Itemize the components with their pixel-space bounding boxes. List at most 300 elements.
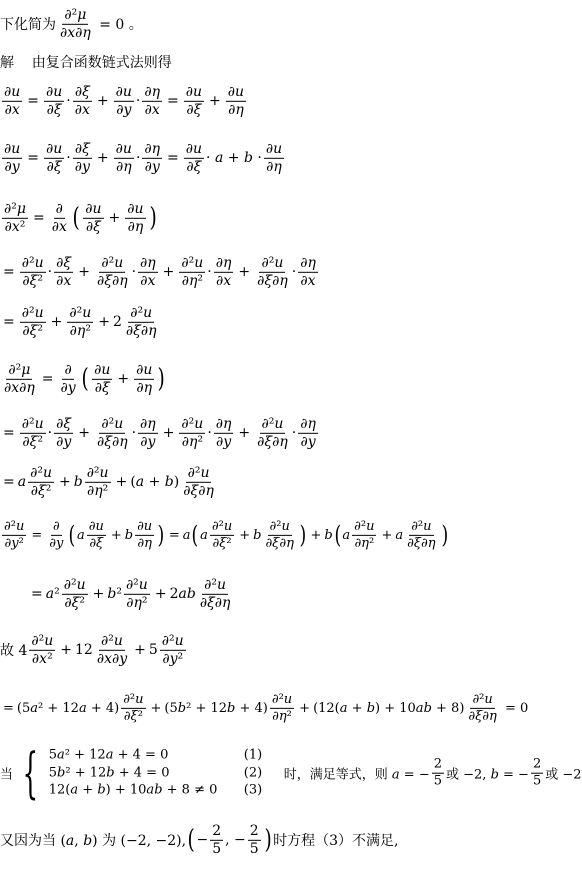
fraction — [248, 824, 261, 856]
fraction-numerator: ∂²u — [181, 254, 204, 271]
math-text: 又因为当 (a, b) 为 (−2, −2), — [0, 833, 187, 849]
fraction-numerator: ∂η — [300, 254, 316, 271]
fraction-numerator: ∂²u — [30, 464, 52, 481]
fraction — [59, 363, 78, 395]
fraction — [405, 520, 437, 550]
math-text: b² — [107, 586, 122, 602]
math-operator: = — [3, 700, 14, 716]
fraction — [125, 202, 145, 234]
fraction — [28, 466, 54, 498]
fraction-denominator: ∂y — [60, 379, 76, 396]
math-operator: + — [162, 425, 175, 441]
math-text: 或 −2, b = − — [446, 767, 529, 783]
fraction-denominator: ∂y² — [162, 650, 184, 667]
fraction — [54, 417, 73, 449]
fraction-denominator: ∂η — [137, 535, 152, 551]
fraction — [263, 520, 295, 550]
fraction-numerator: ∂²u — [69, 304, 92, 321]
math-text: · — [135, 93, 141, 109]
fraction-denominator: ∂x — [144, 101, 160, 118]
fraction-numerator: ∂u — [46, 140, 63, 157]
math-operator: = — [27, 93, 40, 109]
fraction-denominator: ∂x — [4, 101, 20, 118]
fraction-denominator: ∂x∂η — [60, 24, 91, 41]
fraction-denominator: ∂η — [228, 101, 244, 118]
fraction — [114, 85, 134, 117]
fraction-denominator: ∂ξ∂η — [468, 708, 497, 724]
math-text: a — [182, 527, 191, 543]
math-operator: = — [41, 371, 54, 387]
fraction-denominator: ∂η² — [354, 535, 375, 551]
math-text: = 0 — [500, 700, 529, 716]
math-text: · — [135, 150, 141, 166]
fraction — [210, 824, 223, 856]
fraction-denominator: ∂η² — [69, 322, 91, 339]
fraction — [255, 417, 290, 449]
math-text: b — [73, 474, 83, 490]
fraction-denominator: ∂η² — [181, 272, 203, 289]
math-operator: = — [32, 210, 45, 226]
fraction — [179, 256, 205, 288]
right-paren: ) — [441, 519, 448, 549]
math-text: − — [196, 832, 209, 848]
fraction-numerator: ∂ — [55, 200, 63, 217]
fraction-denominator: ∂y — [74, 158, 90, 175]
fraction-denominator: ∂η² — [272, 708, 292, 724]
fraction — [2, 142, 22, 174]
fraction — [432, 758, 444, 788]
math-operator: + — [78, 425, 90, 441]
fraction-numerator: ∂²u — [4, 518, 25, 534]
equation-tag: (2) — [243, 765, 263, 781]
fraction-denominator: ∂y — [49, 535, 64, 551]
fraction-numerator: ∂η — [300, 415, 316, 432]
fraction — [20, 306, 46, 338]
fraction-numerator: ∂²u — [261, 254, 284, 271]
fraction-numerator: ∂u — [185, 140, 203, 157]
math-text: a — [200, 527, 208, 543]
fraction-denominator: ∂ξ∂η — [257, 433, 288, 450]
fraction-denominator: ∂η² — [181, 433, 203, 450]
fraction — [184, 85, 204, 117]
fraction-numerator: ∂u — [136, 361, 153, 378]
fraction-numerator: ∂η — [144, 140, 161, 157]
fraction — [2, 202, 28, 234]
fraction-denominator: ∂ξ∂η — [265, 535, 294, 551]
fraction-numerator: ∂u — [137, 518, 153, 534]
math-line — [0, 466, 218, 498]
math-operator: + — [238, 264, 251, 280]
left-paren: ( — [81, 362, 89, 394]
fraction — [134, 363, 154, 395]
math-operator: + — [162, 264, 175, 280]
math-operator: + — [98, 314, 110, 330]
fraction — [47, 520, 65, 550]
math-operator: = — [167, 93, 179, 109]
math-operator: + — [239, 527, 251, 543]
math-operator: + — [209, 93, 221, 109]
fraction — [20, 256, 46, 288]
fraction — [270, 693, 294, 723]
math-line — [0, 256, 320, 288]
left-paren: ( — [72, 201, 80, 233]
fraction-numerator: ∂ξ — [56, 415, 72, 432]
system-equation: 5b² + 12b + 4 = 0 — [48, 765, 170, 781]
fraction-denominator: ∂x — [215, 272, 232, 289]
fraction-numerator: ∂²u — [21, 254, 44, 271]
fraction-numerator: 2 — [249, 822, 259, 839]
math-operator: = — [3, 314, 15, 330]
fraction — [73, 85, 92, 117]
math-text: · — [47, 264, 53, 280]
fraction-denominator: ∂ξ² — [22, 272, 43, 289]
math-line — [0, 520, 449, 550]
math-operator: = — [27, 150, 40, 166]
math-operator: + — [115, 474, 128, 490]
fraction — [160, 634, 186, 666]
fraction-denominator: 5 — [532, 773, 542, 789]
left-paren: ( — [68, 519, 76, 549]
fraction-numerator: ∂u — [265, 140, 283, 157]
equation-system — [13, 740, 284, 805]
fraction — [226, 85, 246, 117]
fraction-numerator: ∂²u — [354, 518, 375, 534]
math-text: a — [395, 527, 404, 543]
fraction-denominator: ∂x — [74, 101, 90, 118]
equation-tag: (3) — [243, 782, 263, 798]
fraction-numerator: 2 — [532, 756, 542, 772]
fraction-denominator: ∂ξ∂η — [257, 272, 288, 289]
fraction — [44, 85, 64, 117]
fraction-numerator: ∂ — [52, 518, 60, 534]
math-text: 时，满足等式，则 a = − — [283, 767, 430, 783]
math-text: 或 −2 — [545, 767, 582, 783]
math-line — [0, 52, 172, 72]
math-line — [0, 740, 582, 805]
math-text: , − — [225, 832, 246, 848]
math-text: b — [124, 527, 134, 543]
math-line — [28, 578, 234, 610]
math-line — [0, 8, 143, 40]
math-operator: + — [50, 314, 63, 330]
fraction — [62, 578, 88, 610]
math-operator: + — [92, 586, 105, 602]
math-text: 时方程（3）不满足, — [273, 833, 399, 849]
fraction — [83, 202, 103, 234]
math-operator: = — [3, 425, 15, 441]
math-line — [0, 142, 286, 174]
fraction-denominator: ∂ξ∂η — [199, 594, 231, 611]
fraction — [85, 466, 111, 498]
fraction — [44, 142, 64, 174]
fraction-denominator: 5 — [433, 773, 442, 789]
fraction — [264, 142, 284, 174]
math-operator: + — [78, 264, 90, 280]
math-text: 下化简为 — [0, 17, 56, 33]
left-paren: ( — [191, 519, 199, 549]
fraction-denominator: ∂y² — [4, 535, 24, 551]
math-text: 12 — [74, 642, 93, 658]
fraction — [2, 85, 22, 117]
math-text: · — [291, 425, 297, 441]
fraction-numerator: 2 — [212, 822, 222, 839]
fraction-denominator: ∂y — [4, 158, 20, 175]
math-text: · — [207, 425, 212, 441]
fraction-numerator: ∂²u — [86, 464, 109, 481]
fraction — [95, 417, 130, 449]
fraction-denominator: ∂ξ — [46, 158, 62, 175]
math-text: 2 — [112, 314, 122, 330]
math-operator: + — [150, 700, 162, 716]
fraction-numerator: ∂²u — [125, 576, 148, 593]
fraction-denominator: ∂η² — [126, 594, 148, 611]
fraction — [29, 634, 55, 666]
fraction-denominator: ∂η — [115, 158, 132, 175]
fraction — [298, 417, 318, 449]
fraction-numerator: ∂u — [115, 83, 132, 100]
math-text: b — [253, 527, 262, 543]
fraction — [135, 520, 154, 550]
math-operator: + — [110, 527, 122, 543]
math-line — [0, 202, 158, 234]
fraction-numerator: ∂²u — [21, 415, 44, 432]
fraction-denominator: ∂ξ∂η — [96, 272, 128, 289]
fraction-numerator: ∂u — [94, 361, 111, 378]
fraction — [2, 363, 37, 395]
fraction-numerator: ∂u — [115, 140, 132, 157]
fraction-numerator: ∂²μ — [64, 6, 87, 23]
fraction-numerator: ∂η — [140, 415, 156, 432]
fraction-numerator: ∂²u — [472, 691, 493, 707]
fraction-denominator: ∂ξ∂η — [183, 482, 214, 499]
fraction-denominator: 5 — [212, 840, 222, 857]
left-paren: ( — [334, 519, 341, 549]
fraction-numerator: 2 — [433, 756, 442, 772]
fraction-denominator: ∂ξ — [186, 158, 202, 175]
fraction — [298, 256, 318, 288]
fraction-numerator: ∂η — [140, 254, 156, 271]
math-text: = 0 。 — [94, 17, 143, 33]
math-operator: = — [168, 527, 180, 543]
fraction-numerator: ∂η — [144, 83, 161, 100]
left-paren: ( — [187, 823, 195, 855]
math-operator: = — [167, 150, 179, 166]
fraction — [255, 256, 290, 288]
right-paren: ) — [157, 362, 166, 394]
fraction-denominator: ∂ξ∂η — [407, 535, 436, 551]
system-row — [49, 747, 284, 765]
fraction-numerator: ∂ξ — [74, 140, 90, 157]
fraction-denominator: ∂ξ — [46, 101, 62, 118]
math-line — [0, 824, 398, 856]
math-operator: + — [134, 642, 146, 658]
fraction — [58, 8, 93, 40]
math-operator: + — [58, 474, 71, 490]
math-text: (5a² + 12a + 4) — [16, 700, 120, 716]
system-row — [49, 764, 284, 782]
fraction — [92, 363, 112, 395]
fraction-denominator: 5 — [249, 840, 259, 857]
fraction-numerator: ∂ξ — [74, 83, 90, 100]
system-equation: 5a² + 12a + 4 = 0 — [48, 747, 169, 763]
fraction-numerator: ∂²μ — [4, 200, 26, 217]
fraction-denominator: ∂y — [144, 158, 160, 175]
fraction-denominator: ∂x∂η — [4, 379, 35, 396]
math-line — [0, 634, 188, 666]
math-text: a — [76, 527, 85, 543]
fraction-numerator: ∂²u — [271, 691, 293, 707]
math-operator: + — [154, 586, 167, 602]
fraction-numerator: ∂²μ — [8, 361, 31, 378]
fraction-numerator: ∂²u — [123, 691, 144, 707]
math-text: (5b² + 12b + 4) — [164, 700, 268, 716]
fraction-denominator: ∂x — [51, 218, 67, 235]
fraction — [121, 693, 145, 723]
fraction — [198, 578, 233, 610]
fraction-numerator: ∂²u — [181, 415, 204, 432]
math-text: a — [342, 527, 351, 543]
fraction-denominator: ∂ξ² — [22, 433, 43, 450]
math-operator: = — [31, 527, 43, 543]
fraction-denominator: ∂η — [266, 158, 282, 175]
fraction-denominator: ∂η² — [87, 482, 109, 499]
fraction-denominator: ∂x² — [4, 218, 26, 235]
math-text: 故 4 — [0, 643, 28, 659]
fraction — [50, 202, 69, 234]
fraction-denominator: ∂η — [136, 379, 153, 396]
math-text: 当 — [0, 767, 14, 783]
left-brace: { — [22, 740, 39, 805]
math-operator: = — [31, 586, 43, 602]
fraction-denominator: ∂ξ∂η — [125, 322, 157, 339]
fraction-denominator: ∂η — [127, 218, 144, 235]
fraction-numerator: ∂²u — [63, 576, 86, 593]
fraction-denominator: ∂ξ — [85, 218, 101, 235]
fraction-numerator: ∂²u — [261, 415, 284, 432]
math-text: · — [291, 264, 297, 280]
fraction — [73, 142, 92, 174]
fraction-denominator: ∂ξ — [94, 379, 110, 396]
fraction — [20, 417, 46, 449]
math-text: · — [131, 425, 137, 441]
fraction-numerator: ∂²u — [204, 576, 227, 593]
math-text: · a + b · — [206, 150, 262, 166]
fraction — [114, 142, 134, 174]
fraction-denominator: ∂ξ² — [22, 322, 43, 339]
fraction-denominator: ∂y — [300, 433, 316, 450]
right-paren: ) — [157, 519, 165, 549]
fraction-numerator: ∂u — [85, 200, 102, 217]
math-text: · — [207, 264, 212, 280]
fraction — [124, 578, 150, 610]
fraction-numerator: ∂η — [215, 415, 232, 432]
fraction — [87, 520, 106, 550]
fraction-denominator: ∂y — [56, 433, 72, 450]
math-text: · — [47, 425, 53, 441]
system-equation: 12(a + b) + 10ab + 8 ≠ 0 — [48, 782, 218, 798]
fraction — [184, 142, 204, 174]
fraction-numerator: ∂ξ — [56, 254, 72, 271]
math-operator: = — [3, 474, 15, 490]
fraction — [2, 520, 26, 550]
fraction-numerator: ∂²u — [21, 304, 44, 321]
fraction-denominator: ∂x² — [31, 650, 53, 667]
math-operator: = — [3, 264, 15, 280]
math-text: · — [131, 264, 137, 280]
fraction-numerator: ∂²u — [101, 632, 123, 649]
right-paren: ) — [299, 519, 307, 549]
math-operator: + — [310, 527, 322, 543]
math-operator: + — [381, 527, 393, 543]
fraction — [54, 256, 73, 288]
math-line — [0, 363, 167, 395]
fraction — [142, 142, 162, 174]
fraction-numerator: ∂²u — [161, 632, 184, 649]
system-row — [49, 782, 284, 800]
math-operator: + — [299, 700, 311, 716]
math-text: (12(a + b) + 10ab + 8) — [313, 700, 465, 716]
math-line — [0, 306, 161, 338]
fraction-numerator: ∂u — [4, 83, 21, 100]
fraction-numerator: ∂u — [46, 83, 63, 100]
fraction-numerator: ∂u — [185, 83, 203, 100]
fraction-denominator: ∂ξ — [89, 535, 104, 551]
math-text: 解 由复合函数链式法则得 — [0, 55, 172, 71]
fraction-numerator: ∂²u — [101, 415, 124, 432]
math-text: a — [17, 474, 27, 490]
fraction-denominator: ∂ξ∂η — [96, 433, 128, 450]
fraction — [352, 520, 376, 550]
fraction — [138, 417, 158, 449]
fraction-numerator: ∂²u — [187, 464, 210, 481]
fraction — [181, 466, 216, 498]
fraction-numerator: ∂η — [215, 254, 232, 271]
math-operator: + — [60, 642, 72, 658]
math-text: 2ab — [169, 586, 196, 602]
fraction-denominator: ∂x — [300, 272, 316, 289]
right-paren: ) — [264, 823, 272, 855]
fraction-numerator: ∂u — [227, 83, 245, 100]
fraction-denominator: ∂x∂y — [96, 650, 128, 667]
math-operator: + — [96, 93, 109, 109]
fraction — [138, 256, 158, 288]
math-operator: + — [117, 371, 130, 387]
fraction-denominator: ∂ξ² — [30, 482, 52, 499]
fraction-denominator: ∂ξ² — [123, 708, 143, 724]
math-operator: + — [96, 150, 109, 166]
fraction — [466, 693, 498, 723]
fraction-numerator: ∂²u — [269, 518, 290, 534]
fraction-numerator: ∂²u — [130, 304, 153, 321]
equation-tag: (1) — [243, 747, 263, 763]
right-paren: ) — [149, 201, 157, 233]
fraction — [142, 85, 162, 117]
fraction-denominator: ∂x — [140, 272, 156, 289]
math-text: a² — [45, 586, 60, 602]
math-line — [0, 693, 528, 723]
math-line — [0, 417, 320, 449]
fraction — [95, 256, 130, 288]
math-text: 5 — [148, 642, 158, 658]
math-line — [0, 85, 248, 117]
fraction — [214, 417, 234, 449]
fraction — [531, 758, 543, 788]
fraction-numerator: ∂u — [4, 140, 21, 157]
math-operator: + — [108, 210, 121, 226]
fraction-denominator: ∂ξ — [186, 101, 202, 118]
fraction — [95, 634, 129, 666]
fraction-denominator: ∂ξ² — [212, 535, 232, 551]
